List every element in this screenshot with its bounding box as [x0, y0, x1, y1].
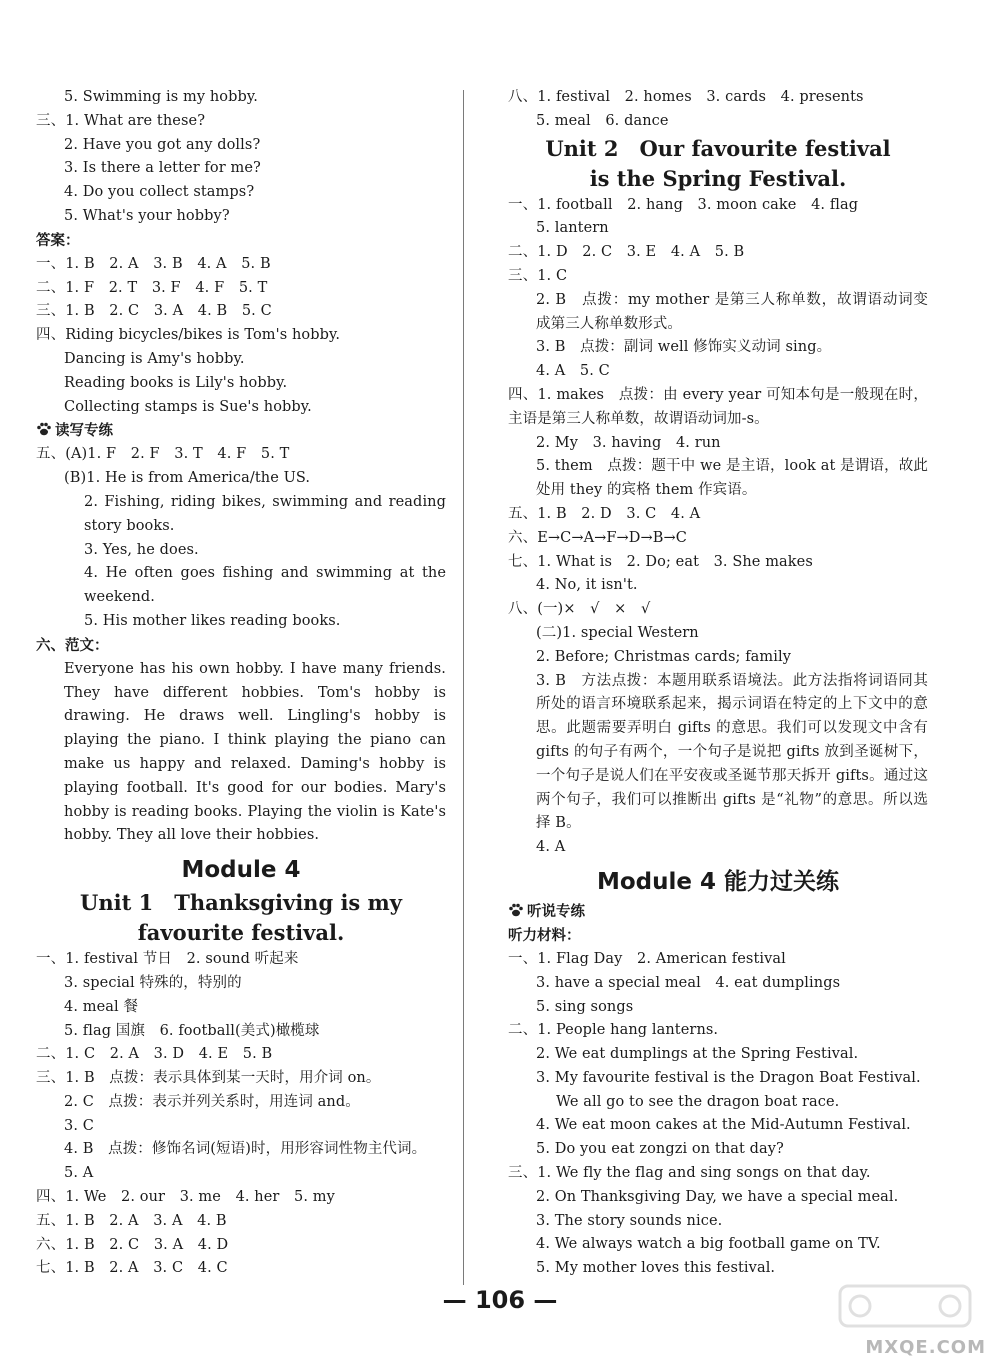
answer-line: 八、1. festival 2. homes 3. cards 4. presents [508, 89, 864, 105]
read-write-label: 读写专练 [55, 423, 113, 440]
left-column [36, 86, 446, 1281]
listen-speak-heading [508, 900, 928, 924]
unit-title-line-1: Unit 1 Thanksgiving is my [80, 890, 402, 916]
answer-line: 一、1. B 2. A 3. B 4. A 5. B [36, 255, 271, 272]
answer-line: (二)1. special Western [536, 624, 699, 641]
answer-line: 三、1. B 2. C 3. A 4. B 5. C [36, 303, 272, 320]
answer-line: 4. He often goes fishing and swimming at the weekend. [84, 565, 446, 606]
answer-line: 2. We eat dumplings at the Spring Festival. [536, 1046, 859, 1063]
answer-line: 五、(A)1. F 2. F 3. T 4. F 5. T [36, 446, 290, 463]
answer-line: 一、1. Flag Day 2. American festival [508, 950, 786, 967]
left-top-lines [36, 86, 446, 229]
answer-line: 一、1. football 2. hang 3. moon cake 4. flag [508, 196, 859, 213]
answer-line: 5. What's your hobby? [64, 207, 230, 224]
unit-2-answer-lines [508, 194, 928, 860]
answer-line: 三、1. C [508, 267, 568, 284]
answer-line: 4. A 5. C [536, 363, 610, 380]
answer-line: 四、Riding bicycles/bikes is Tom's hobby. [36, 327, 341, 344]
answer-line: 四、1. makes 点拨：由 every year 可知本句是一般现在时，主语是第三人称单数，故谓语动词加-s。 [508, 386, 928, 427]
answer-line: 3. C [64, 1117, 94, 1134]
answer-line: 4. We eat moon cakes at the Mid-Autumn Festival. [536, 1117, 911, 1134]
answer-line: Dancing is Amy's hobby. [64, 350, 245, 367]
answer-line: 5. lantern [536, 220, 609, 237]
answer-line: 3. special 特殊的，特别的 [64, 974, 242, 991]
answer-line: 三、1. B 点拨：表示具体到某一天时，用介词 on。 [36, 1070, 381, 1087]
answer-line: 5. A [64, 1165, 94, 1182]
listening-lines [508, 948, 928, 1281]
read-write-lines [36, 443, 446, 633]
answer-line: 4. meal 餐 [64, 998, 139, 1015]
answer-line: 一、1. festival 节日 2. sound 听起来 [36, 951, 299, 968]
answer-line: 5. sing songs [536, 998, 634, 1015]
listen-speak-label: 听说专练 [527, 903, 585, 920]
answer-line: 2. Before; Christmas cards; family [536, 648, 792, 665]
answer-line: Reading books is Lily's hobby. [64, 374, 288, 391]
answer-line: 4. B 点拨：修饰名词(短语)时，用形容词性物主代词。 [64, 1141, 427, 1158]
answer-line: 八、(一)× √ × √ [508, 601, 651, 618]
answer-line: 二、1. C 2. A 3. D 4. E 5. B [36, 1046, 273, 1063]
answer-line: 2. C 点拨：表示并列关系时，用连词 and。 [64, 1093, 360, 1110]
module-title: Module 4 [181, 857, 301, 884]
answer-line: 5. them 点拨：题干中 we 是主语，look at 是谓语，故此处用 they 的宾格 them 作宾语。 [536, 458, 928, 499]
answer-line: 三、1. We fly the flag and sing songs on that day. [508, 1165, 871, 1182]
answer-line: 2. Have you got any dolls? [64, 136, 261, 153]
answer-line: 4. Do you collect stamps? [64, 184, 255, 201]
answer-line: 七、1. B 2. A 3. C 4. C [36, 1260, 228, 1277]
answer-line: 2. My 3. having 4. run [536, 434, 721, 451]
answer-line: 3. B 方法点拨：本题用联系语境法。此方法指将词语同其所处的语言环境联系起来，揭示词语在特定的上下文中的意思。此题需要弄明白 gifts 的意思。我们可以发现文中含有 gifts 的句子有两个，一个句子是说把 gifts 放到圣诞树下，一个句子是说人们在平安夜或圣诞节那天拆开 gifts。通过这两个句子，我们可以推断出 gifts 是“礼物”的意思。所以选择 B。 [536, 672, 928, 832]
answer-line: 5. My mother loves this festival. [536, 1260, 776, 1277]
answer-line: 2. Fishing, riding bikes, swimming and reading story books. [84, 493, 446, 534]
unit-title-line-2: favourite festival. [137, 920, 345, 946]
answer-line: 2. On Thanksgiving Day, we have a special meal. [536, 1188, 899, 1205]
column-divider [463, 90, 464, 1285]
answers-heading: 答案： [36, 232, 80, 249]
listening-material-heading: 听力材料： [508, 927, 581, 944]
answer-line: 六、E→C→A→F→D→B→C [508, 529, 687, 546]
module-practice-title: Module 4 能力过关练 [596, 868, 840, 895]
unit-1-answer-lines [36, 948, 446, 1281]
answer-line: 5. meal 6. dance [536, 112, 669, 129]
model-essay: Everyone has his own hobby. I have many friends. They have different hobbies. Tom's hobby is drawing. He draws well. Lingling's hobby is playing the piano. I think playing the piano can make us happy and relaxed. Daming's hobby is playing football. It's good for our bodies. Mary's hobby is reading books. Playing the violin is Kate's hobby. They all love their hobbies. [64, 660, 446, 844]
read-write-heading [36, 419, 446, 443]
answer-line: 二、1. D 2. C 3. E 4. A 5. B [508, 244, 745, 261]
answer-line: 3. The story sounds nice. [536, 1212, 723, 1229]
answer-line: 5. flag 国旗 6. football(美式)橄榄球 [64, 1022, 320, 1039]
answer-line: 3. have a special meal 4. eat dumplings [536, 974, 841, 991]
answer-line: Collecting stamps is Sue's hobby. [64, 398, 312, 415]
answer-line: 5. His mother likes reading books. [84, 612, 341, 629]
paw-icon [36, 422, 52, 436]
answer-line: 4. No, it isn't. [536, 577, 638, 594]
answer-lines [36, 253, 446, 420]
answer-line: 2. B 点拨：my mother 是第三人称单数，故谓语动词变成第三人称单数形式。 [536, 291, 928, 332]
answer-line: 五、1. B 2. A 3. A 4. B [36, 1212, 227, 1229]
essay-heading: 六、范文： [36, 637, 109, 654]
answer-line: 3. Is there a letter for me? [64, 160, 261, 177]
right-column [508, 86, 928, 1281]
answer-line: 4. A [536, 839, 566, 856]
answer-line: 六、1. B 2. C 3. A 4. D [36, 1236, 229, 1253]
answer-line: 5. Do you eat zongzi on that day? [536, 1141, 784, 1158]
answer-line: 4. We always watch a big football game on TV. [536, 1236, 881, 1253]
answer-line: 3. Yes, he does. [84, 541, 199, 558]
unit-2-title-line-1: Unit 2 Our favourite festival [545, 135, 891, 161]
paw-icon [508, 903, 524, 917]
page-number: — 106 — [442, 1286, 558, 1314]
answer-line: 二、1. F 2. T 3. F 4. F 5. T [36, 279, 268, 296]
right-top-lines [508, 86, 928, 134]
answer-line: 二、1. People hang lanterns. [508, 1022, 719, 1039]
watermark-text: MXQE.COM [865, 1337, 986, 1358]
answer-line: (B)1. He is from America/the US. [64, 470, 311, 487]
answer-line: 3. My favourite festival is the Dragon Boat Festival. [536, 1069, 921, 1086]
answer-line: 四、1. We 2. our 3. me 4. her 5. my [36, 1189, 335, 1206]
answer-line: 3. B 点拨：副词 well 修饰实义动词 sing。 [536, 339, 832, 356]
answer-line: 5. Swimming is my hobby. [64, 89, 258, 105]
answer-line: 五、1. B 2. D 3. C 4. A [508, 505, 701, 522]
answer-line: 七、1. What is 2. Do; eat 3. She makes [508, 553, 813, 570]
answer-line: We all go to see the dragon boat race. [556, 1093, 840, 1110]
answer-line: 三、1. What are these? [36, 112, 206, 129]
unit-2-title-line-2: is the Spring Festival. [589, 165, 847, 191]
